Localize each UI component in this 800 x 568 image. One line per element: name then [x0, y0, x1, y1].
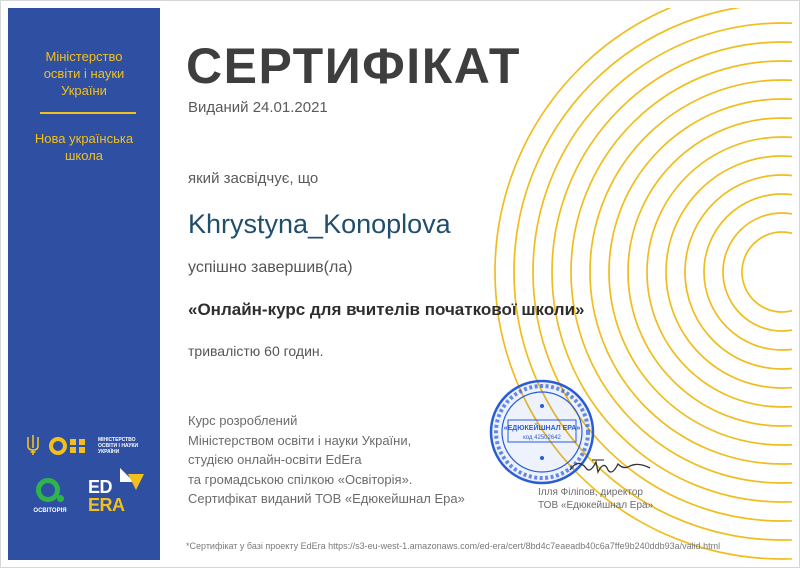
osvitoria-logo [28, 478, 68, 522]
stamp-center-text: «ЕДЮКЕЙШНАЛ ЕРА» [503, 425, 581, 432]
course-duration: тривалістю 60 годин. [188, 343, 324, 359]
edera-era-text: ERA [88, 495, 125, 515]
director-signature [568, 452, 652, 478]
certifies-text: який засвідчує, що [188, 170, 319, 187]
sidebar-divider [40, 112, 136, 114]
recipient-name: Khrystyna_Konoplova [188, 209, 451, 239]
mon-logo-text: МІНІСТЕРСТВО ОСВІТИ І НАУКИ УКРАЇНИ [98, 437, 139, 455]
edera-logo [86, 466, 146, 518]
osvitoria-label: ОСВІТОРІЯ [33, 508, 67, 514]
verification-footnote: *Сертифікат у базі проекту EdEra https://s3-eu-west-1.amazonaws.com/ed-era/cert/8bd4c7eaeadb40c6a7ffe9b240ddb93a/valid.html [186, 541, 721, 551]
issue-date: Виданий 24.01.2021 [188, 99, 328, 116]
mon-logo [26, 434, 156, 460]
nus-title: Нова українська школа [34, 131, 134, 163]
sidebar [8, 8, 160, 560]
mon-mark-icon [48, 436, 94, 456]
course-title: «Онлайн-курс для вчителів початкової школи» [188, 300, 585, 319]
stamp-code: код 42502642 [523, 435, 561, 441]
certificate-title: СЕРТИФІКАТ [186, 38, 521, 94]
osvitoria-dot-icon [57, 495, 64, 502]
edera-ed-text: ED [88, 477, 113, 497]
developer-info: Курс розроблений Міністерством освіти і науки України, студією онлайн-освіти EdEra та громадською спілкою «Освіторія». Сертифікат виданий ТОВ «Едюкейшнал Ера» [188, 413, 465, 506]
signer-info: Ілля Філіпов, директор ТОВ «Едюкейшнал Ера» [538, 487, 654, 511]
completed-text: успішно завершив(ла) [188, 259, 353, 276]
trident-icon [26, 434, 40, 456]
ministry-title: Міністерство освіти і науки України [43, 49, 125, 98]
